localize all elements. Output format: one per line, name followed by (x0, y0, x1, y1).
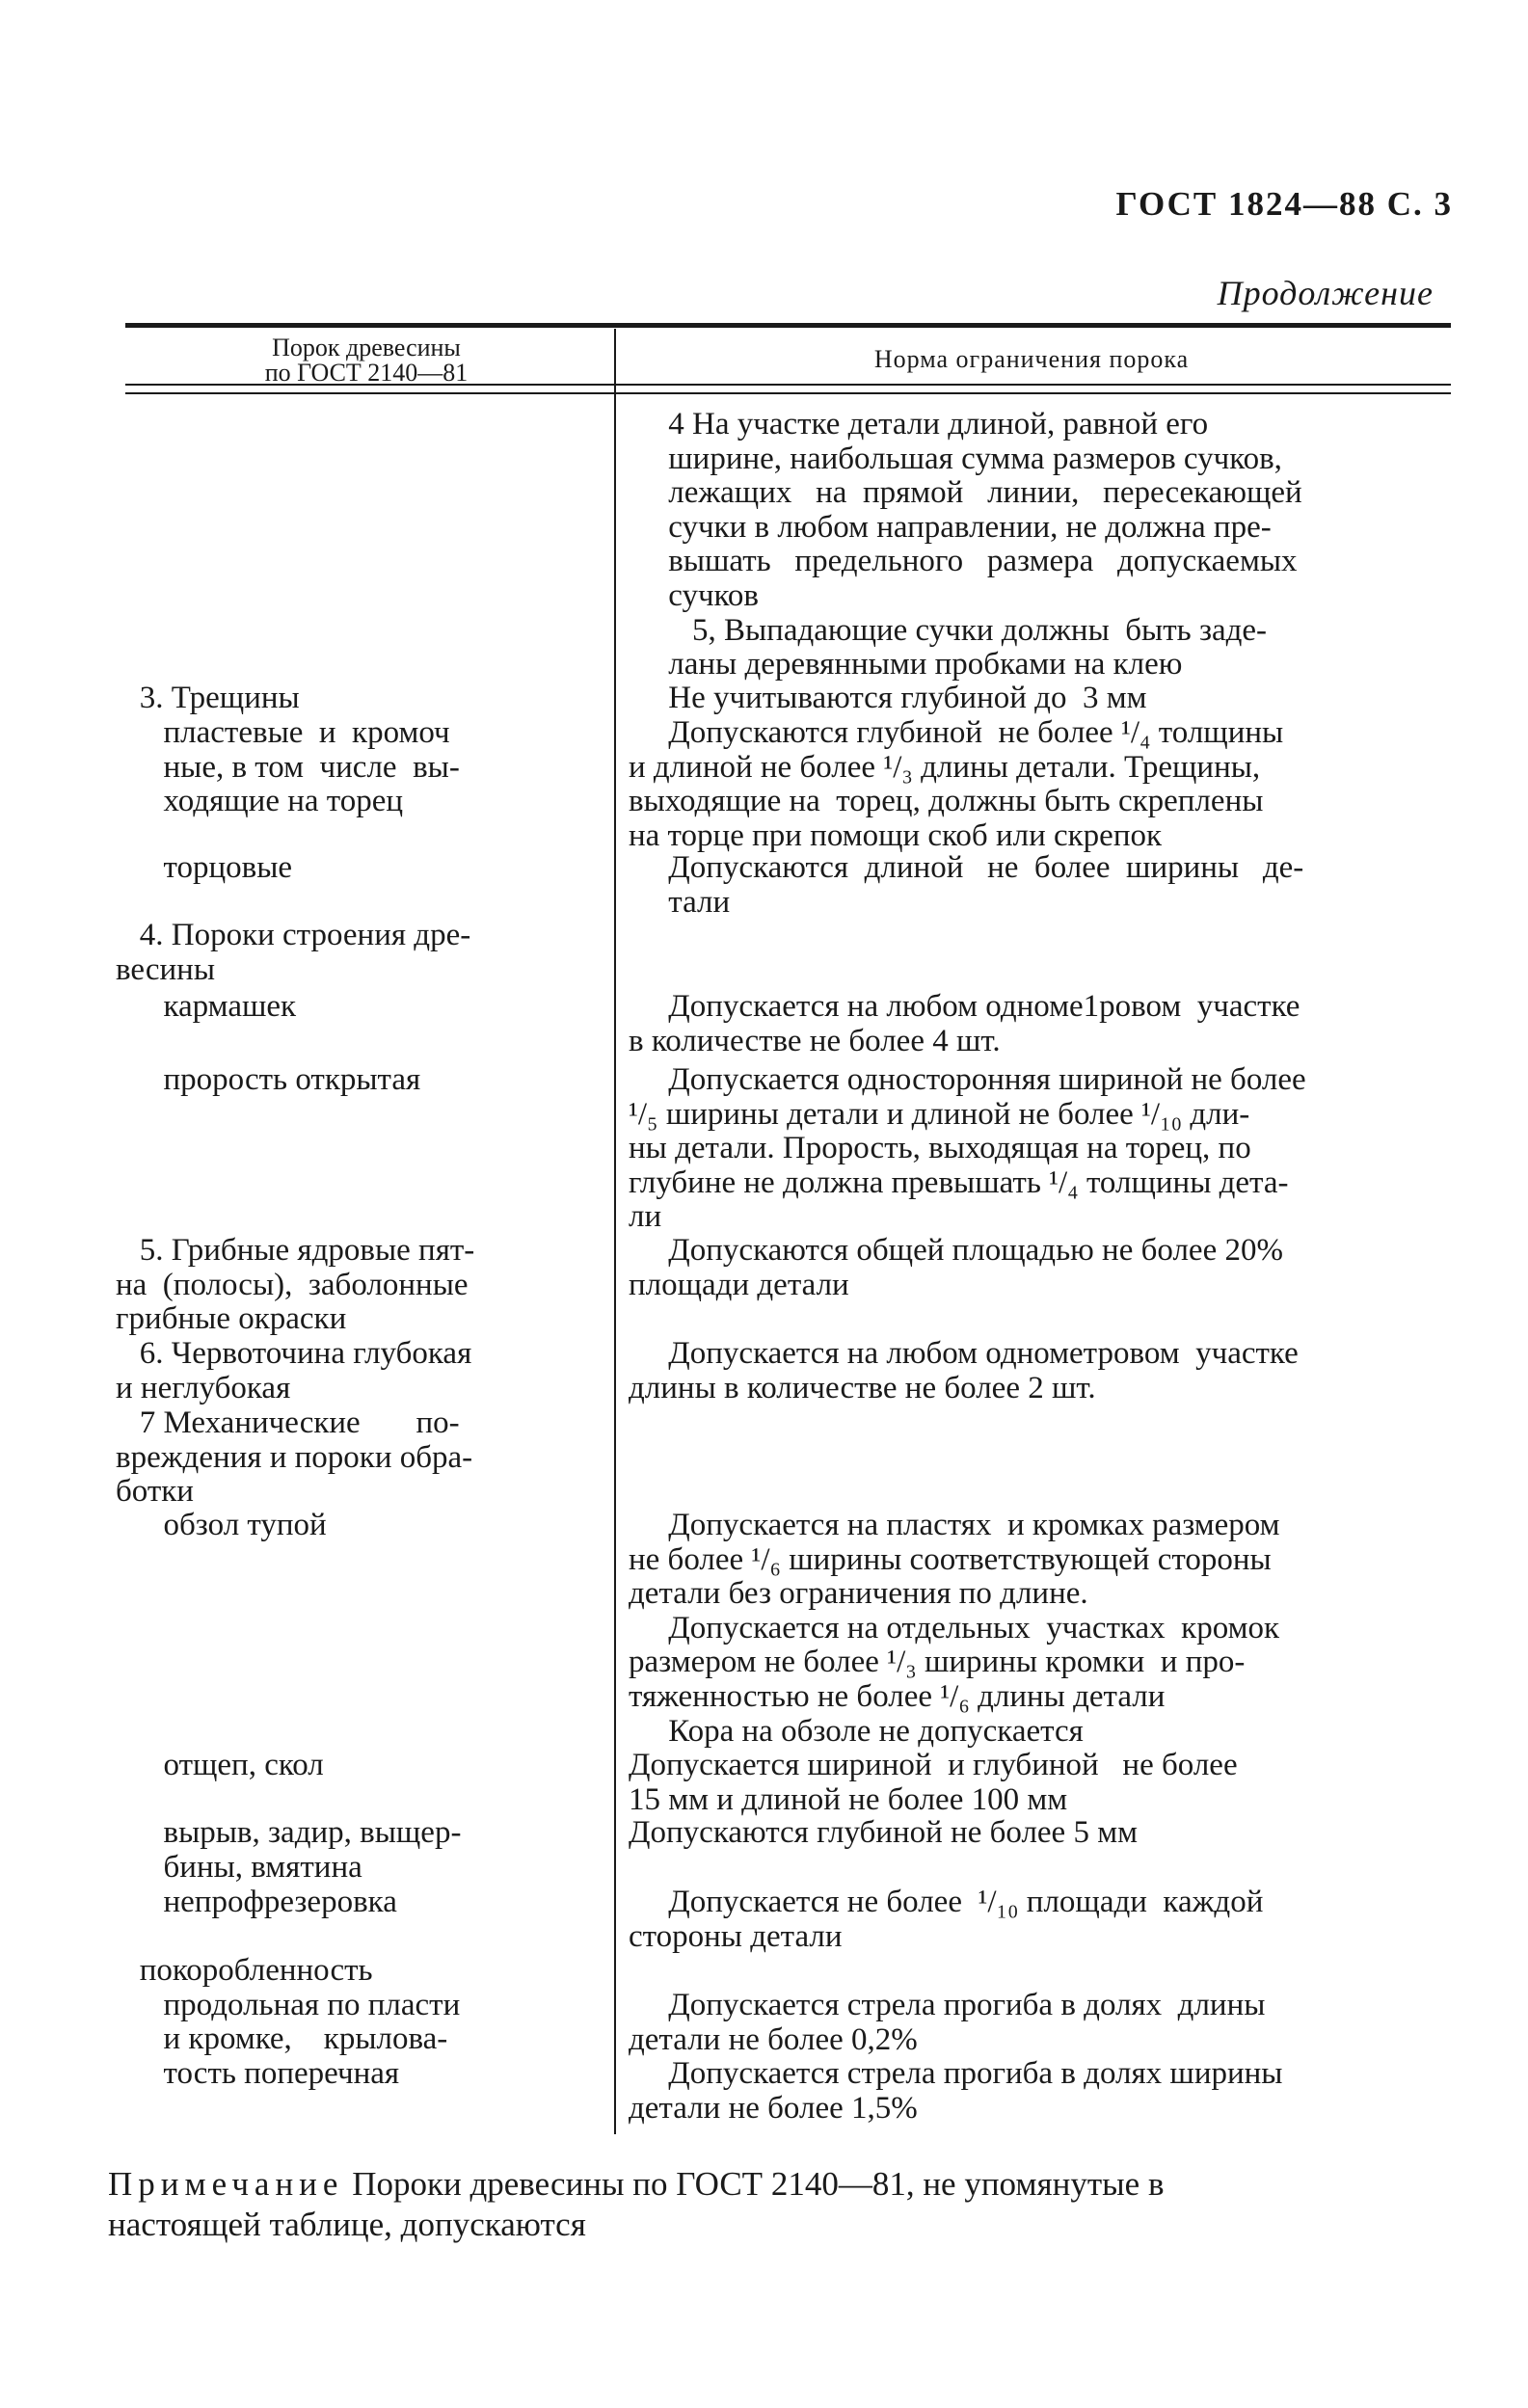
note-label: Примечание (108, 2165, 344, 2203)
continuation-label: Продолжение (1217, 274, 1434, 312)
column-header-defect: Порок древесины по ГОСТ 2140—81 (264, 334, 469, 387)
table-cell-defect: кармашек (116, 989, 297, 1024)
table-cell-norm: Допускается стрела прогиба в долях длины детали не более 0,2% Допускается стрела прогиба в долях ширины детали не более 1,5% (629, 1988, 1283, 2126)
table-cell-norm: 4 На участке детали длиной, равной его ширине, наибольшая сумма размеров сучков, лежащих на прямой линии, пересекающей сучки в любом направлении, не должна пре- вышать предельного размера допускаемых сучков 5, Выпадающие сучки должны быть заде- ланы деревянными пробками на клею (668, 407, 1302, 682)
table-cell-defect: отщеп, скол (116, 1748, 324, 1782)
table-cell-norm: Не учитываются глубиной до 3 мм (629, 681, 1147, 715)
table-cell-defect: 4. Пороки строения дре- весины (116, 918, 471, 987)
table-cell-norm: Допускаются глубиной не более ¹/₄ толщины и длиной не более ¹/₃ длины детали. Трещины, выходящие на торец, должны быть скреплены на торце при помощи скоб или скрепок (629, 715, 1284, 853)
table-cell-norm: Допускается не более ¹/₁₀ площади каждой стороны детали (629, 1885, 1264, 1954)
table-cell-defect: покоробленность продольная по пласти и кромке, крылова- тость поперечная (139, 1953, 461, 2091)
table-cell-defect: 7 Механические по- вреждения и пороки обра- ботки (116, 1405, 473, 1510)
table-cell-norm: Допускаются глубиной не более 5 мм (629, 1815, 1138, 1850)
table-cell-norm: Допускается односторонняя шириной не более ¹/₅ ширины детали и длиной не более ¹/₁₀ дли- ны детали. Прорость, выходящая на торец, по глубине не должна превышать ¹/₄ толщины дета- ли (629, 1062, 1306, 1235)
page-header: ГОСТ 1824—88 С. 3 (1115, 185, 1453, 223)
note-text: Пороки древесины по ГОСТ 2140—81, не упомянутые в настоящей таблице, допускаются (108, 2165, 1165, 2243)
table-note (108, 2164, 1453, 2245)
table-cell-defect: пластевые и кромоч ные, в том числе вы- ходящие на торец (163, 715, 460, 819)
table-cell-defect: 6. Червоточина глубокая и неглубокая (116, 1336, 472, 1405)
table-cell-defect: 5. Грибные ядровые пят- на (полосы), заболонные грибные окраски (116, 1233, 475, 1337)
table-cell-norm: Допускается на любом однометровом участке длины в количестве не более 2 шт. (629, 1336, 1299, 1405)
table-cell-defect: обзол тупой (116, 1508, 327, 1542)
header-bottom-rule-2 (125, 392, 1451, 394)
table-top-rule (125, 323, 1451, 328)
table-cell-defect: торцовые (116, 850, 293, 885)
column-header-norm: Норма ограничения порока (873, 345, 1190, 373)
table-cell-norm: Допускаются длиной не более ширины де- тали (668, 850, 1304, 920)
table-cell-norm: Допускается на пластях и кромках размером не более ¹/₆ ширины соответствующей стороны детали без ограничения по длине. Допускается на отдельных участках кромок размером не более ¹/₃ ширины кромки и про- тяженностью не более ¹/₆ длины детали Кора на обзоле не допускается (629, 1508, 1280, 1749)
column-divider (614, 329, 616, 2134)
table-cell-norm: Допускается на любом одноме1ровом участке в количестве не более 4 шт. (629, 989, 1300, 1058)
table-cell-norm: Допускается шириной и глубиной не более 15 мм и длиной не более 100 мм (629, 1748, 1238, 1817)
table-cell-norm: Допускаются общей площадью не более 20% площади детали (629, 1233, 1283, 1302)
table-cell-defect: прорость открытая (116, 1062, 421, 1097)
table-cell-defect: непрофрезеровка (116, 1885, 397, 1919)
table-cell-defect: 3. Трещины (116, 681, 300, 715)
table-cell-defect: вырыв, задир, выщер- бины, вмятина (163, 1815, 462, 1885)
